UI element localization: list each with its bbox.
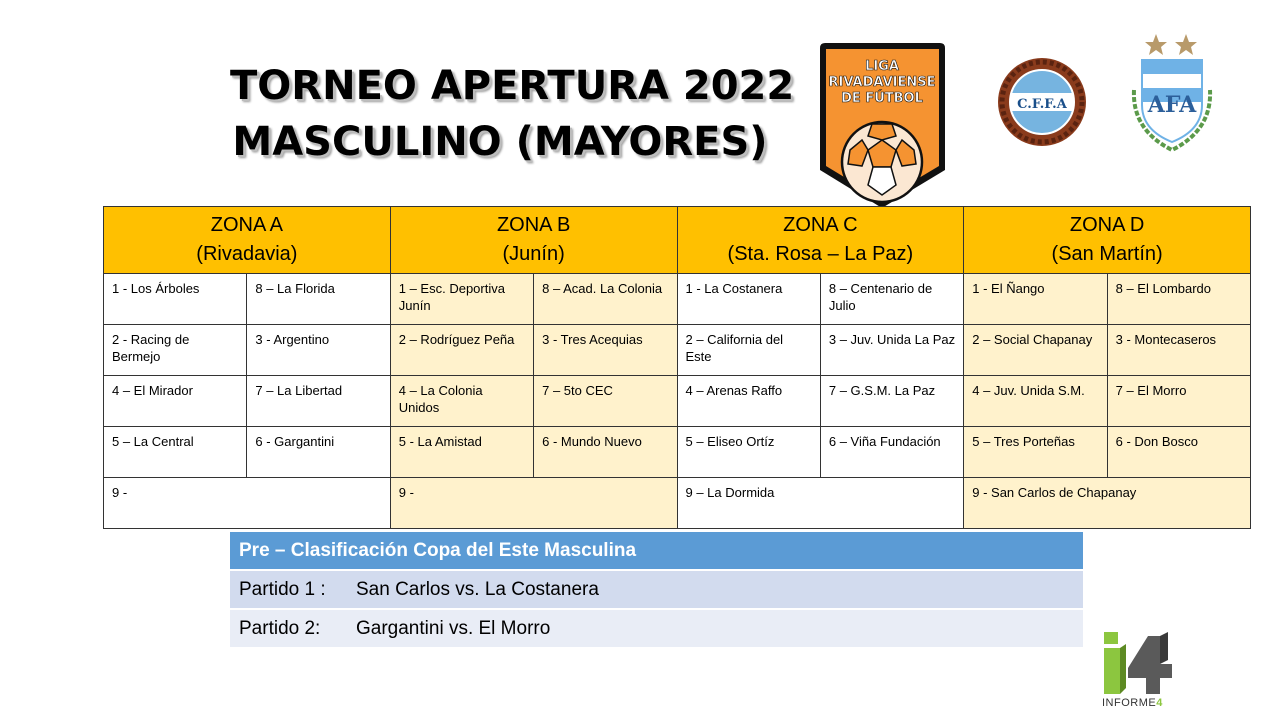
team-cell: 7 – La Libertad: [247, 376, 390, 427]
team-cell: 1 - La Costanera: [677, 274, 820, 325]
informe4-name: INFORME: [1102, 697, 1157, 709]
team-cell: 8 – Acad. La Colonia: [534, 274, 677, 325]
informe4-suffix: 4: [1156, 697, 1163, 709]
match-label: Partido 2:: [239, 618, 321, 639]
team-cell: 2 – Rodríguez Peña: [390, 325, 533, 376]
team-cell: 5 – La Central: [104, 427, 247, 478]
afa-text: AFA: [1147, 92, 1197, 118]
preclasificacion-header: Pre – Clasificación Copa del Este Masculina: [230, 532, 1083, 569]
zone-a-name: ZONA A: [210, 214, 283, 236]
team-cell: 9 - San Carlos de Chapanay: [964, 478, 1251, 529]
team-cell: 1 - Los Árboles: [104, 274, 247, 325]
liga-rivadaviense-logo: [810, 40, 955, 212]
team-cell: 3 – Juv. Unida La Paz: [820, 325, 963, 376]
cffa-logo: [995, 55, 1090, 150]
star-icon: [1145, 34, 1167, 55]
team-cell: 4 – Arenas Raffo: [677, 376, 820, 427]
cffa-text: C.F.F.A: [1017, 97, 1067, 112]
zone-a-city: (Rivadavia): [196, 243, 298, 265]
team-cell: 5 - La Amistad: [390, 427, 533, 478]
zone-a-header: [104, 207, 391, 274]
zones-header-row: [104, 207, 1251, 274]
team-cell: 3 - Tres Acequias: [534, 325, 677, 376]
zone-b-name: ZONA B: [496, 214, 571, 236]
team-cell: 5 – Tres Porteñas: [964, 427, 1107, 478]
team-cell: 3 - Montecaseros: [1107, 325, 1250, 376]
team-cell: 7 – El Morro: [1107, 376, 1250, 427]
zone-c-header: [677, 207, 964, 274]
team-cell: 9 – La Dormida: [677, 478, 964, 529]
team-cell: 6 – Viña Fundación: [820, 427, 963, 478]
table-row: [104, 376, 1251, 427]
team-cell: 4 – El Mirador: [104, 376, 247, 427]
team-cell: 5 – Eliseo Ortíz: [677, 427, 820, 478]
liga-text-2: RIVADAVIENSE: [828, 75, 936, 90]
zone-c-name: ZONA C: [783, 214, 858, 236]
match-row: [230, 571, 1083, 608]
table-row: [104, 274, 1251, 325]
zone-c-city: (Sta. Rosa – La Paz): [727, 243, 914, 265]
team-cell: 1 – Esc. Deportiva Junín: [390, 274, 533, 325]
team-cell: 1 - El Ñango: [964, 274, 1107, 325]
match-row: [230, 610, 1083, 647]
match-teams: Gargantini vs. El Morro: [356, 618, 551, 639]
title-line-2: MASCULINO (MAYORES): [232, 119, 768, 165]
team-cell: 6 - Don Bosco: [1107, 427, 1250, 478]
zone-b-city: (Junín): [502, 243, 565, 265]
team-cell: 7 – 5to CEC: [534, 376, 677, 427]
table-row: [104, 427, 1251, 478]
title-line-1: TORNEO APERTURA 2022: [230, 63, 795, 109]
table-row-ninth: [104, 478, 1251, 529]
informe4-brand: [1102, 697, 1163, 709]
page-title: [230, 58, 795, 170]
team-cell: 6 - Gargantini: [247, 427, 390, 478]
team-cell: 8 – El Lombardo: [1107, 274, 1250, 325]
team-cell: 4 – Juv. Unida S.M.: [964, 376, 1107, 427]
table-row: [104, 325, 1251, 376]
team-cell: 3 - Argentino: [247, 325, 390, 376]
team-cell: 2 – Social Chapanay: [964, 325, 1107, 376]
zone-d-header: [964, 207, 1251, 274]
team-cell: 4 – La Colonia Unidos: [390, 376, 533, 427]
team-cell: 2 - Racing de Bermejo: [104, 325, 247, 376]
team-cell: 9 -: [104, 478, 391, 529]
team-cell: 7 – G.S.M. La Paz: [820, 376, 963, 427]
team-cell: 9 -: [390, 478, 677, 529]
match-teams: San Carlos vs. La Costanera: [356, 579, 599, 600]
team-cell: 8 – La Florida: [247, 274, 390, 325]
liga-text-3: DE FÚTBOL: [841, 91, 923, 106]
zone-b-header: [390, 207, 677, 274]
zone-d-city: (San Martín): [1051, 243, 1163, 265]
team-cell: 6 - Mundo Nuevo: [534, 427, 677, 478]
preclasificacion-table: [230, 532, 1083, 649]
team-cell: 2 – California del Este: [677, 325, 820, 376]
star-icon: [1175, 34, 1197, 55]
match-label: Partido 1 :: [239, 579, 326, 600]
team-cell: 8 – Centenario de Julio: [820, 274, 963, 325]
liga-text-1: LIGA: [865, 59, 899, 74]
zones-table: [103, 206, 1251, 529]
zone-d-name: ZONA D: [1069, 214, 1145, 236]
afa-logo: [1128, 30, 1216, 155]
soccer-ball-icon: [842, 122, 922, 202]
